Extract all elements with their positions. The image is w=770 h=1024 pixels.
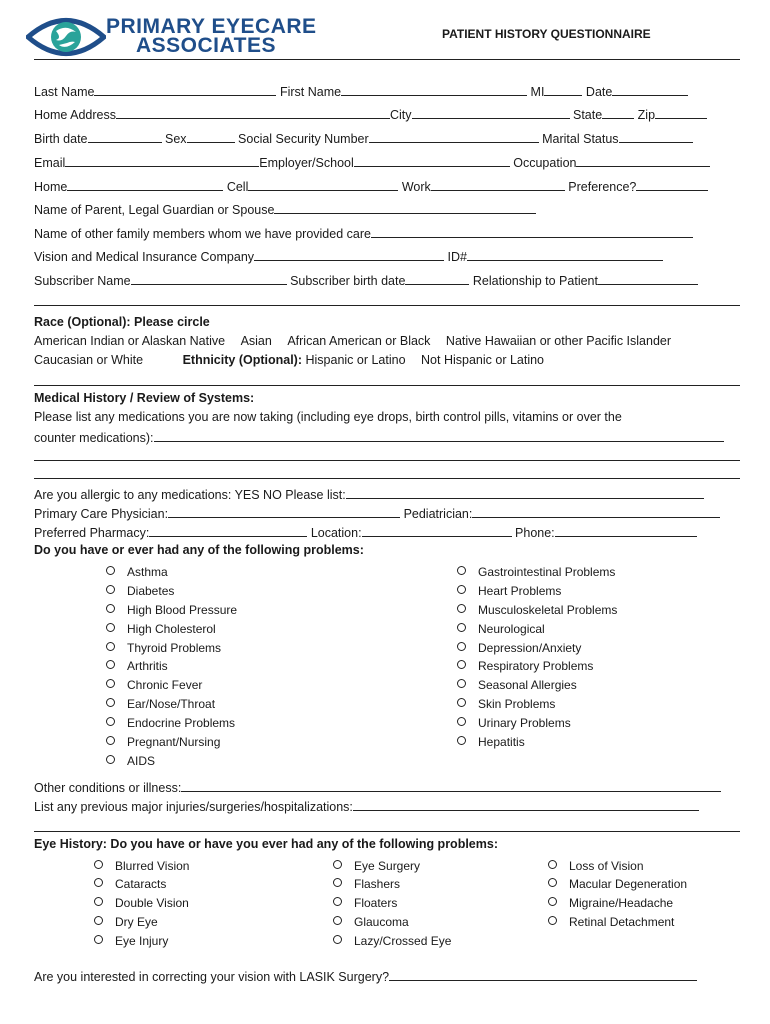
zip-field[interactable] [655, 106, 707, 119]
lasik-label: Are you interested in correcting your vision with LASIK Surgery? [34, 970, 390, 984]
ethnicity-label: Ethnicity (Optional): [182, 353, 302, 367]
row-pharmacy [34, 524, 697, 540]
family-field[interactable] [371, 225, 693, 238]
injuries-label: List any previous major injuries/surgeries/hospitalizations: [34, 800, 353, 814]
page-title: PATIENT HISTORY QUESTIONNAIRE [442, 27, 651, 41]
employer-label: Employer/School [259, 156, 354, 170]
race-row-2 [34, 353, 544, 367]
row-lasik [34, 968, 697, 984]
mi-label: MI [530, 85, 545, 99]
checkbox-circle-icon [106, 566, 115, 575]
checkbox-circle-icon [333, 935, 342, 944]
ethnicity-option[interactable]: Hispanic or Latino [305, 353, 406, 367]
first-name-label: First Name [279, 85, 342, 99]
problem-item[interactable]: Urinary Problems [457, 716, 571, 730]
race-option[interactable]: Asian [240, 334, 272, 348]
eye-problem-item[interactable]: Loss of Vision [548, 859, 644, 873]
city-label: City [389, 108, 412, 122]
marital-status-field[interactable] [619, 130, 693, 143]
other-conditions-label: Other conditions or illness: [34, 781, 182, 795]
checkbox-circle-icon [548, 878, 557, 887]
checkbox-circle-icon [457, 642, 466, 651]
problem-item[interactable]: High Cholesterol [106, 622, 216, 636]
lasik-field[interactable] [389, 968, 697, 981]
cell-phone-field[interactable] [248, 178, 398, 191]
employer-field[interactable] [354, 154, 510, 167]
section-divider-2 [34, 385, 740, 386]
eye-problem-item[interactable]: Flashers [333, 877, 400, 891]
eye-problem-item[interactable]: Eye Surgery [333, 859, 420, 873]
problem-item[interactable]: Asthma [106, 565, 168, 579]
checkbox-circle-icon [457, 660, 466, 669]
checkbox-circle-icon [106, 717, 115, 726]
home-address-field[interactable] [116, 106, 390, 119]
phone-label: Phone: [515, 526, 555, 540]
problem-item[interactable]: Seasonal Allergies [457, 678, 577, 692]
location-label: Location: [310, 526, 362, 540]
last-name-field[interactable] [94, 83, 276, 96]
subscriber-birth-label: Subscriber birth date [290, 274, 406, 288]
eye-problem-item[interactable]: Eye Injury [94, 934, 168, 948]
problem-item[interactable]: Heart Problems [457, 584, 561, 598]
state-label: State [573, 108, 603, 122]
row-other-conditions [34, 779, 721, 795]
email-label: Email [34, 156, 66, 170]
row-name [34, 83, 688, 99]
checkbox-circle-icon [548, 897, 557, 906]
eye-problem-item[interactable]: Floaters [333, 896, 397, 910]
pcp-label: Primary Care Physician: [34, 507, 169, 521]
problem-item[interactable]: Pregnant/Nursing [106, 735, 220, 749]
work-phone-field[interactable] [431, 178, 565, 191]
family-label: Name of other family members whom we have provided care [34, 227, 371, 241]
eye-problem-item[interactable]: Lazy/Crossed Eye [333, 934, 451, 948]
row-insurance [34, 248, 663, 264]
medical-heading: Medical History / Review of Systems: [34, 391, 255, 405]
guardian-field[interactable] [274, 201, 536, 214]
preference-field[interactable] [636, 178, 708, 191]
allergic-label: Are you allergic to any medications: YES NO Please list: [34, 488, 346, 502]
eye-heading: Eye History: Do you have or have you ever had any of the following problems: [34, 837, 498, 851]
work-phone-label: Work [401, 180, 431, 194]
home-phone-field[interactable] [67, 178, 223, 191]
relationship-label: Relationship to Patient [472, 274, 598, 288]
subscriber-birth-field[interactable] [405, 272, 469, 285]
ssn-field[interactable] [369, 130, 539, 143]
checkbox-circle-icon [106, 660, 115, 669]
id-field[interactable] [467, 248, 663, 261]
city-field[interactable] [412, 106, 570, 119]
checkbox-circle-icon [94, 935, 103, 944]
email-field[interactable] [65, 154, 259, 167]
problem-item[interactable]: Arthritis [106, 659, 168, 673]
subscriber-name-label: Subscriber Name [34, 274, 131, 288]
occupation-label: Occupation [513, 156, 577, 170]
last-name-label: Last Name [34, 85, 95, 99]
row-physician [34, 505, 720, 521]
checkbox-circle-icon [106, 642, 115, 651]
eye-problem-item[interactable]: Migraine/Headache [548, 896, 673, 910]
checkbox-circle-icon [106, 623, 115, 632]
checkbox-circle-icon [457, 566, 466, 575]
row-address [34, 106, 707, 122]
other-conditions-field[interactable] [181, 779, 721, 792]
checkbox-circle-icon [106, 736, 115, 745]
checkbox-circle-icon [457, 698, 466, 707]
eye-problem-item[interactable]: Cataracts [94, 877, 166, 891]
problem-item[interactable]: Ear/Nose/Throat [106, 697, 215, 711]
home-address-label: Home Address [34, 108, 116, 122]
checkbox-circle-icon [106, 604, 115, 613]
checkbox-circle-icon [333, 860, 342, 869]
problem-item[interactable]: Thyroid Problems [106, 641, 221, 655]
problem-item[interactable]: Diabetes [106, 584, 174, 598]
race-heading: Race (Optional): Please circle [34, 315, 210, 329]
checkbox-circle-icon [457, 604, 466, 613]
problem-item[interactable]: High Blood Pressure [106, 603, 237, 617]
preference-label: Preference? [568, 180, 637, 194]
meds-prompt-1: Please list any medications you are now taking (including eye drops, birth control pills, vitamins or over the [34, 410, 622, 424]
section-divider-3 [34, 831, 740, 832]
insurance-label: Vision and Medical Insurance Company [34, 250, 255, 264]
guardian-label: Name of Parent, Legal Guardian or Spouse [34, 203, 275, 217]
checkbox-circle-icon [457, 679, 466, 688]
medications-line-2[interactable] [34, 460, 740, 461]
state-field[interactable] [602, 106, 634, 119]
checkbox-circle-icon [106, 585, 115, 594]
problem-item[interactable]: Hepatitis [457, 735, 525, 749]
row-family [34, 225, 693, 241]
zip-label: Zip [637, 108, 656, 122]
checkbox-circle-icon [94, 897, 103, 906]
row-allergic [34, 486, 704, 502]
problem-item[interactable]: Chronic Fever [106, 678, 202, 692]
race-row-1 [34, 334, 671, 348]
checkbox-circle-icon [333, 878, 342, 887]
problem-item[interactable]: Depression/Anxiety [457, 641, 581, 655]
location-field[interactable] [362, 524, 512, 537]
problem-item[interactable]: Musculoskeletal Problems [457, 603, 617, 617]
eye-logo-icon [26, 14, 106, 60]
mi-field[interactable] [544, 83, 582, 96]
meds-row [34, 429, 724, 445]
row-subscriber [34, 272, 698, 288]
eye-problem-item[interactable]: Retinal Detachment [548, 915, 674, 929]
home-phone-label: Home [34, 180, 68, 194]
checkbox-circle-icon [333, 897, 342, 906]
checkbox-circle-icon [457, 623, 466, 632]
injuries-field[interactable] [353, 798, 699, 811]
problem-item[interactable]: AIDS [106, 754, 155, 768]
problem-item[interactable]: Neurological [457, 622, 545, 636]
checkbox-circle-icon [457, 585, 466, 594]
checkbox-circle-icon [457, 736, 466, 745]
phone-field[interactable] [555, 524, 697, 537]
section-divider-1 [34, 305, 740, 306]
pcp-field[interactable] [168, 505, 400, 518]
logo [26, 12, 326, 60]
occupation-field[interactable] [576, 154, 710, 167]
date-label: Date [585, 85, 613, 99]
logo-line1: PRIMARY EYECARE [106, 15, 317, 38]
subscriber-name-field[interactable] [131, 272, 287, 285]
marital-status-label: Marital Status [542, 132, 619, 146]
row-injuries [34, 798, 699, 814]
race-option[interactable]: African American or Black [287, 334, 431, 348]
checkbox-circle-icon [94, 878, 103, 887]
ethnicity-option[interactable]: Not Hispanic or Latino [421, 353, 545, 367]
eye-problem-item[interactable]: Macular Degeneration [548, 877, 687, 891]
row-guardian [34, 201, 536, 217]
pharmacy-field[interactable] [149, 524, 307, 537]
checkbox-circle-icon [106, 755, 115, 764]
row-email [34, 154, 710, 170]
problems-heading: Do you have or ever had any of the following problems: [34, 543, 364, 557]
problem-item[interactable]: Skin Problems [457, 697, 555, 711]
id-label: ID# [447, 250, 467, 264]
pharmacy-label: Preferred Pharmacy: [34, 526, 150, 540]
medications-field[interactable] [154, 429, 724, 442]
checkbox-circle-icon [94, 860, 103, 869]
problem-item[interactable]: Endocrine Problems [106, 716, 235, 730]
checkbox-circle-icon [106, 698, 115, 707]
row-birth [34, 130, 693, 146]
checkbox-circle-icon [457, 717, 466, 726]
checkbox-circle-icon [106, 679, 115, 688]
sex-field[interactable] [187, 130, 235, 143]
relationship-field[interactable] [598, 272, 698, 285]
meds-prompt-2: counter medications): [34, 431, 154, 445]
checkbox-circle-icon [548, 916, 557, 925]
race-option[interactable]: American Indian or Alaskan Native [34, 334, 226, 348]
birth-date-field[interactable] [88, 130, 162, 143]
first-name-field[interactable] [341, 83, 527, 96]
problem-item[interactable]: Gastrointestinal Problems [457, 565, 615, 579]
pediatrician-field[interactable] [472, 505, 720, 518]
eye-problem-item[interactable]: Glaucoma [333, 915, 409, 929]
header-divider [34, 59, 740, 60]
eye-problem-item[interactable]: Double Vision [94, 896, 189, 910]
cell-phone-label: Cell [226, 180, 249, 194]
birth-date-label: Birth date [34, 132, 88, 146]
pediatrician-label: Pediatrician: [403, 507, 473, 521]
eye-problem-item[interactable]: Dry Eye [94, 915, 158, 929]
logo-line2: ASSOCIATES [136, 34, 276, 57]
problem-item[interactable]: Respiratory Problems [457, 659, 593, 673]
insurance-field[interactable] [254, 248, 444, 261]
row-phones [34, 178, 708, 194]
eye-problem-item[interactable]: Blurred Vision [94, 859, 189, 873]
checkbox-circle-icon [333, 916, 342, 925]
date-field[interactable] [612, 83, 688, 96]
checkbox-circle-icon [94, 916, 103, 925]
medications-line-3[interactable] [34, 478, 740, 479]
ssn-label: Social Security Number [238, 132, 369, 146]
race-option[interactable]: Caucasian or White [34, 353, 144, 367]
sex-label: Sex [165, 132, 187, 146]
race-option[interactable]: Native Hawaiian or other Pacific Islander [445, 334, 672, 348]
allergies-field[interactable] [346, 486, 704, 499]
checkbox-circle-icon [548, 860, 557, 869]
